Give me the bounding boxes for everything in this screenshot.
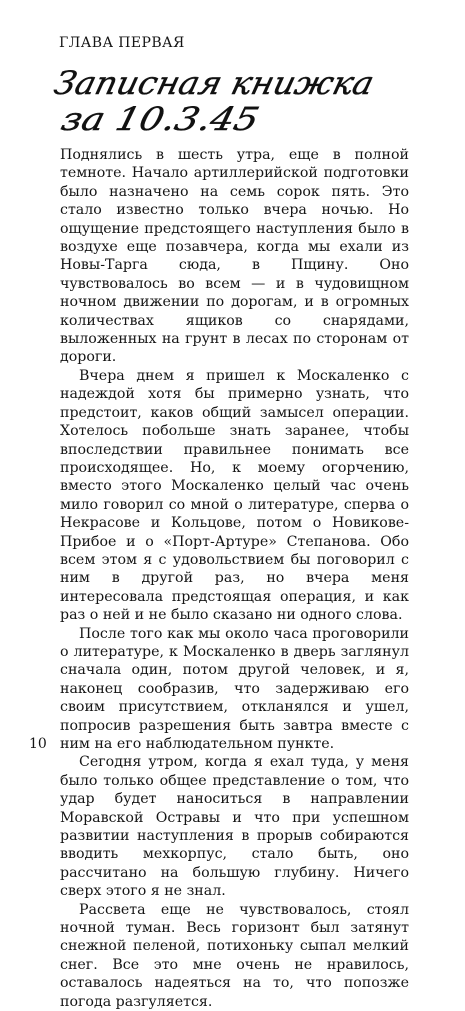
handwritten-heading-line-1: Записная книжка — [50, 64, 365, 102]
paragraph: Рассвета еще не чувствовалось, стоял ночной туман. Весь горизонт был затянут снежной пеленой, потихоньку сыпал мелкий снег. Все это мне очень не нравилось, оставалось надеяться на то, что попозже погода разгуляется. — [60, 901, 409, 1010]
handwritten-heading — [50, 64, 398, 138]
body-text — [60, 146, 409, 1011]
paragraph: Поднялись в шесть утра, еще в полной темноте. Начало артиллерийской подготовки было назначено на семь сорок пять. Это стало известно только вчера ночью. Но ощущение предстоящего наступления было в воздухе еще позавчера, когда мы ехали из Новы-Тарга сюда, в Пщину. Оно чувствовалось во всем — и в чудовищном ночном движении по дорогам, и в огромных количествах ящиков со снарядами, выложенных на грунт в лесах по сторонам от дороги. — [60, 147, 409, 366]
chapter-label: ГЛАВА ПЕРВАЯ — [59, 35, 185, 51]
page-number: 10 — [29, 736, 47, 752]
handwritten-heading-line-2: за 10.3.45 — [57, 100, 236, 138]
paragraph: Сегодня утром, когда я ехал туда, у меня было только общее представление о том, что удар будет наноситься в направлении Моравской Остравы и что при успешном развитии наступления в прорыв собираются вводить мехкорпус, стало быть, оно рассчитано на большую глубину. Ничего сверх этого я не знал. — [60, 754, 409, 900]
paragraph: После того как мы около часа проговорили о литературе, к Москаленко в дверь заглянул сначала один, потом другой человек, и я, наконец сообразив, что задерживаю его своим присутствием, откланялся и ушел, попросив разрешения быть завтра вместе с ним на его наблюдательном пункте. — [60, 625, 409, 752]
paragraph: Вчера днем я пришел к Москаленко с надеждой хотя бы примерно узнать, что предстоит, каков общий замысел операции. Хотелось побольше знать заранее, чтобы впоследствии правильнее понимать все происходящее. Но, к моему огорчению, вместо этого Москаленко целый час очень мило говорил со мной о литературе, сперва о Некрасове и Кольцове, потом о Новикове-Прибое и о «Порт-Артуре» Степанова. Обо всем этом я с удовольствием бы поговорил с ним в другой раз, но вчера меня интересовала предстоящая операция, и как раз о ней и не было сказано ни одного слова. — [60, 367, 409, 624]
